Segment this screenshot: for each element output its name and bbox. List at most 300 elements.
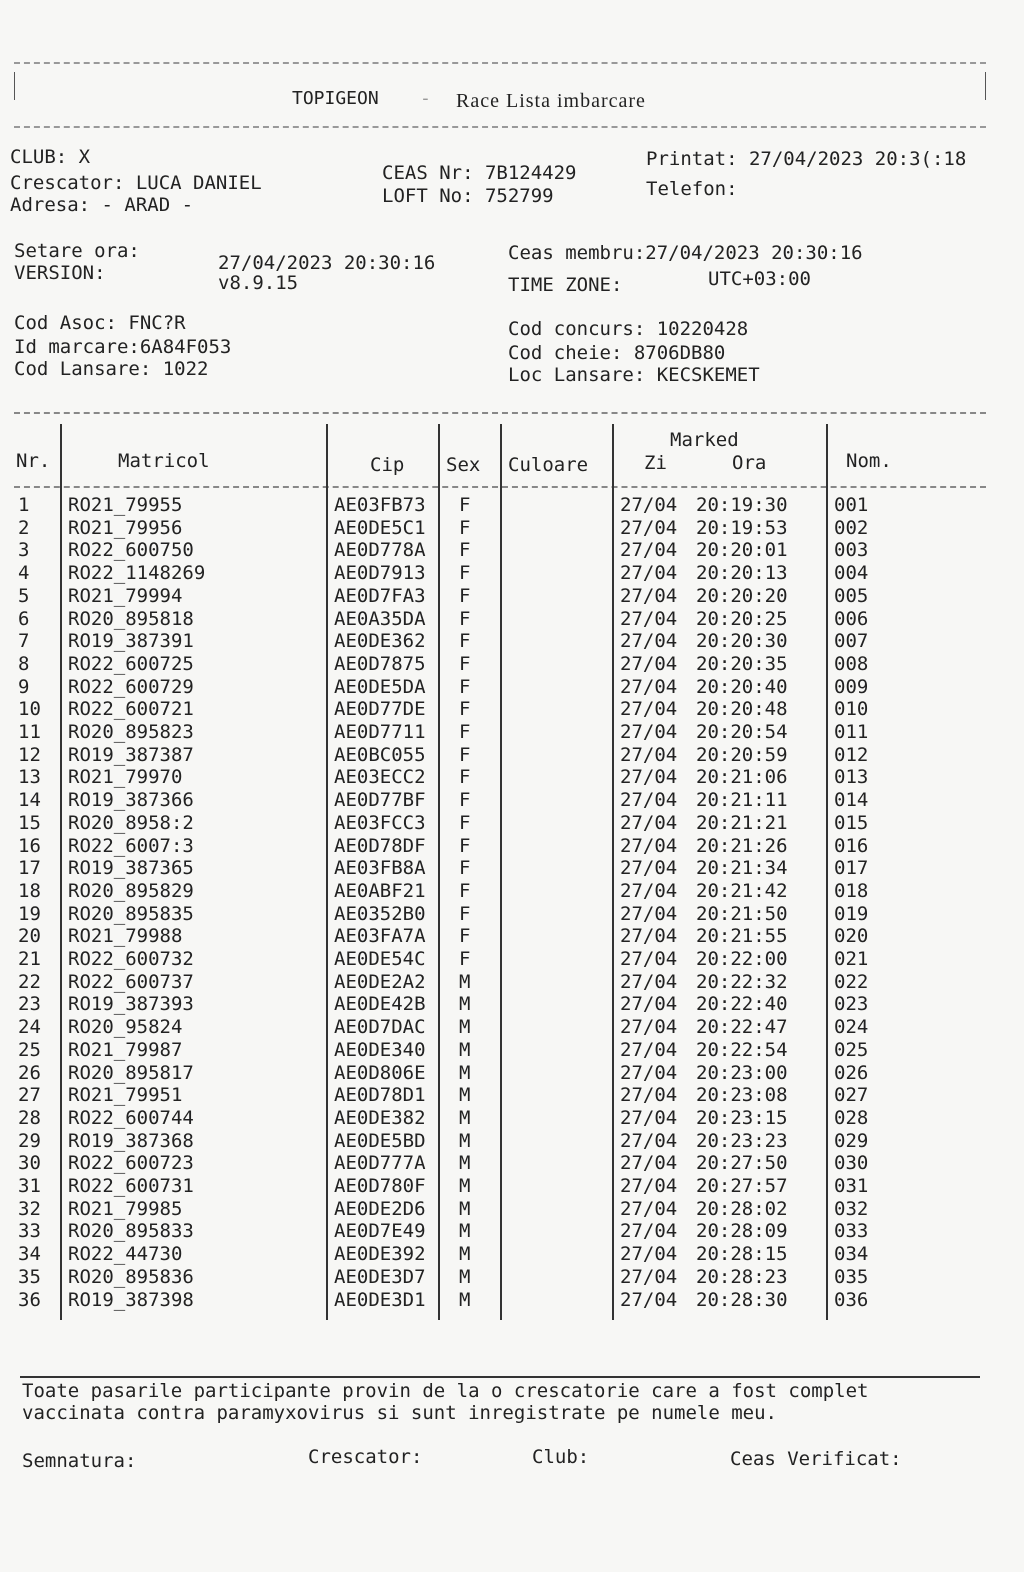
row-ora: 20:28:15 xyxy=(696,1243,788,1266)
row-cip: AE0D77DE xyxy=(334,698,426,721)
row-ora: 20:21:34 xyxy=(696,857,788,880)
row-sex: M xyxy=(459,970,471,993)
table-row xyxy=(14,1062,986,1085)
row-cip: AE0D780F xyxy=(334,1175,426,1197)
row-ora: 20:20:13 xyxy=(696,562,788,585)
row-zi: 27/04 xyxy=(620,1084,678,1107)
row-zi: 27/04 xyxy=(620,675,678,698)
row-cip: AE03FB8A xyxy=(334,857,426,880)
row-nom: 013 xyxy=(834,766,869,789)
row-ora: 20:27:57 xyxy=(696,1175,788,1197)
table-row xyxy=(14,1220,986,1243)
row-nom: 005 xyxy=(834,584,869,607)
row-zi: 27/04 xyxy=(620,1197,678,1220)
row-zi: 27/04 xyxy=(620,1061,678,1084)
row-nom: 012 xyxy=(834,743,869,766)
cod-asoc-label: Cod Asoc: FNC?R xyxy=(14,312,186,334)
table-row xyxy=(14,494,986,517)
row-zi: 27/04 xyxy=(620,743,678,766)
table-row xyxy=(14,539,986,562)
row-matricol: RO21_79985 xyxy=(68,1197,183,1220)
row-ora: 20:21:42 xyxy=(696,879,788,902)
row-zi: 27/04 xyxy=(620,1016,678,1039)
row-nr: 28 xyxy=(18,1106,41,1129)
row-nom: 003 xyxy=(834,539,869,562)
table-row xyxy=(14,925,986,948)
row-zi: 27/04 xyxy=(620,494,678,516)
footer-rule xyxy=(20,1376,980,1378)
row-matricol: RO20_895823 xyxy=(68,721,194,743)
row-zi: 27/04 xyxy=(620,539,678,562)
table-row xyxy=(14,562,986,585)
row-nom: 020 xyxy=(834,925,869,948)
row-nr: 14 xyxy=(18,789,41,812)
row-matricol: RO22_44730 xyxy=(68,1243,183,1266)
row-sex: F xyxy=(459,607,471,630)
row-nr: 8 xyxy=(18,652,30,675)
row-nr: 12 xyxy=(18,743,41,766)
row-nr: 15 xyxy=(18,811,41,834)
row-zi: 27/04 xyxy=(620,630,678,653)
row-sex: M xyxy=(459,1016,471,1039)
row-ora: 20:23:08 xyxy=(696,1084,788,1107)
row-nom: 029 xyxy=(834,1129,869,1152)
header-separator: - xyxy=(420,88,431,109)
table-row xyxy=(14,721,986,744)
table-row xyxy=(14,835,986,858)
row-cip: AE0DE362 xyxy=(334,630,426,653)
row-sex: F xyxy=(459,652,471,675)
row-sex: M xyxy=(459,1152,471,1175)
time-zone-label: TIME ZONE: xyxy=(508,274,623,296)
row-sex: F xyxy=(459,562,471,585)
row-nom: 014 xyxy=(834,789,869,812)
row-nom: 027 xyxy=(834,1084,869,1107)
row-ora: 20:22:40 xyxy=(696,993,788,1016)
semnatura-label: Semnatura: xyxy=(22,1450,137,1472)
row-sex: F xyxy=(459,789,471,812)
row-cip: AE0DE392 xyxy=(334,1243,426,1266)
row-ora: 20:28:30 xyxy=(696,1288,788,1311)
row-nr: 3 xyxy=(18,539,30,562)
row-sex: F xyxy=(459,584,471,607)
row-matricol: RO22_600731 xyxy=(68,1175,194,1197)
row-zi: 27/04 xyxy=(620,857,678,880)
row-nr: 23 xyxy=(18,993,41,1016)
table-row xyxy=(14,948,986,971)
crescator-label: Crescator: LUCA DANIEL xyxy=(10,172,262,194)
row-cip: AE0DE382 xyxy=(334,1106,426,1129)
row-cip: AE03FCC3 xyxy=(334,811,426,834)
cod-concurs-label: Cod concurs: 10220428 xyxy=(508,318,749,340)
row-sex: F xyxy=(459,516,471,539)
row-cip: AE0D7875 xyxy=(334,652,426,675)
row-matricol: RO22_600732 xyxy=(68,948,194,970)
row-nr: 36 xyxy=(18,1288,41,1311)
row-cip: AE03FB73 xyxy=(334,494,426,516)
row-nom: 019 xyxy=(834,902,869,925)
row-nom: 024 xyxy=(834,1016,869,1039)
cod-cheie-label: Cod cheie: 8706DB80 xyxy=(508,342,726,364)
row-nr: 22 xyxy=(18,970,41,993)
row-cip: AE0A35DA xyxy=(334,607,426,630)
row-sex: M xyxy=(459,1084,471,1107)
row-cip: AE0D7FA3 xyxy=(334,584,426,607)
row-cip: AE0DE5C1 xyxy=(334,516,426,539)
club-label: CLUB: X xyxy=(10,146,91,168)
row-zi: 27/04 xyxy=(620,1243,678,1266)
row-nom: 032 xyxy=(834,1197,869,1220)
row-matricol: RO21_79951 xyxy=(68,1084,183,1107)
row-matricol: RO20_895818 xyxy=(68,607,194,630)
row-cip: AE0DE5BD xyxy=(334,1129,426,1152)
row-nr: 30 xyxy=(18,1152,41,1175)
ceas-membru-label: Ceas membru:27/04/2023 20:30:16 xyxy=(508,242,863,264)
row-ora: 20:20:20 xyxy=(696,584,788,607)
row-nom: 008 xyxy=(834,652,869,675)
row-matricol: RO21_79956 xyxy=(68,516,183,539)
header-marked: Marked xyxy=(670,429,739,451)
row-nr: 20 xyxy=(18,925,41,948)
row-sex: F xyxy=(459,721,471,743)
row-matricol: RO22_600737 xyxy=(68,970,194,993)
row-nr: 35 xyxy=(18,1265,41,1288)
row-sex: M xyxy=(459,1061,471,1084)
row-ora: 20:22:54 xyxy=(696,1038,788,1061)
row-sex: M xyxy=(459,1106,471,1129)
row-matricol: RO21_79994 xyxy=(68,584,183,607)
table-row xyxy=(14,812,986,835)
row-zi: 27/04 xyxy=(620,879,678,902)
row-nr: 10 xyxy=(18,698,41,721)
table-row xyxy=(14,1039,986,1062)
row-matricol: RO20_895833 xyxy=(68,1220,194,1243)
club-signature-label: Club: xyxy=(532,1446,590,1468)
table-row xyxy=(14,698,986,721)
row-ora: 20:28:09 xyxy=(696,1220,788,1243)
row-nom: 010 xyxy=(834,698,869,721)
id-marcare-label: Id marcare:6A84F053 xyxy=(14,336,232,358)
row-ora: 20:22:00 xyxy=(696,948,788,970)
row-nr: 7 xyxy=(18,630,30,653)
row-nr: 9 xyxy=(18,675,30,698)
row-ora: 20:23:15 xyxy=(696,1106,788,1129)
row-cip: AE0DE54C xyxy=(334,948,426,970)
row-sex: M xyxy=(459,1197,471,1220)
row-nom: 009 xyxy=(834,675,869,698)
row-ora: 20:20:54 xyxy=(696,721,788,743)
header-culoare: Culoare xyxy=(508,454,589,476)
table-row xyxy=(14,517,986,540)
row-ora: 20:23:00 xyxy=(696,1061,788,1084)
setare-ora-label: Setare ora: xyxy=(14,240,140,262)
table-row xyxy=(14,880,986,903)
row-nr: 4 xyxy=(18,562,30,585)
row-zi: 27/04 xyxy=(620,652,678,675)
row-ora: 20:20:59 xyxy=(696,743,788,766)
row-nom: 004 xyxy=(834,562,869,585)
row-cip: AE0D7E49 xyxy=(334,1220,426,1243)
row-cip: AE0D777A xyxy=(334,1152,426,1175)
row-cip: AE0D7DAC xyxy=(334,1016,426,1039)
row-nom: 033 xyxy=(834,1220,869,1243)
ceas-nr-label: CEAS Nr: 7B124429 xyxy=(382,162,577,184)
row-nom: 021 xyxy=(834,948,869,970)
row-cip: AE0D778A xyxy=(334,539,426,562)
cod-lansare-label: Cod Lansare: 1022 xyxy=(14,358,209,380)
row-nr: 17 xyxy=(18,857,41,880)
row-sex: M xyxy=(459,993,471,1016)
row-sex: M xyxy=(459,1243,471,1266)
row-sex: M xyxy=(459,1129,471,1152)
row-nom: 006 xyxy=(834,607,869,630)
row-ora: 20:22:47 xyxy=(696,1016,788,1039)
row-nom: 015 xyxy=(834,811,869,834)
table-row xyxy=(14,653,986,676)
loft-no-label: LOFT No: 752799 xyxy=(382,185,554,207)
row-zi: 27/04 xyxy=(620,811,678,834)
row-nom: 035 xyxy=(834,1265,869,1288)
row-nom: 031 xyxy=(834,1175,869,1197)
row-matricol: RO19_387366 xyxy=(68,789,194,812)
row-cip: AE0DE340 xyxy=(334,1038,426,1061)
row-ora: 20:20:30 xyxy=(696,630,788,653)
header-nr: Nr. xyxy=(16,450,51,472)
row-zi: 27/04 xyxy=(620,993,678,1016)
row-matricol: RO22_6007:3 xyxy=(68,834,194,857)
row-cip: AE0DE2D6 xyxy=(334,1197,426,1220)
row-sex: F xyxy=(459,766,471,789)
row-nr: 19 xyxy=(18,902,41,925)
row-zi: 27/04 xyxy=(620,1038,678,1061)
row-ora: 20:20:40 xyxy=(696,675,788,698)
statement-line-2: vaccinata contra paramyxovirus si sunt inregistrate pe numele meu. xyxy=(22,1402,777,1424)
pigeon-table xyxy=(14,400,986,1320)
time-zone-value: UTC+03:00 xyxy=(708,268,811,290)
row-matricol: RO21_79970 xyxy=(68,766,183,789)
header-right-bar xyxy=(985,72,986,100)
row-cip: AE0352B0 xyxy=(334,902,426,925)
version-value: v8.9.15 xyxy=(218,272,299,294)
table-row xyxy=(14,1130,986,1153)
table-row xyxy=(14,1289,986,1312)
row-cip: AE0D78D1 xyxy=(334,1084,426,1107)
header-zi: Zi xyxy=(644,452,667,474)
row-matricol: RO21_79987 xyxy=(68,1038,183,1061)
row-ora: 20:21:26 xyxy=(696,834,788,857)
row-zi: 27/04 xyxy=(620,721,678,743)
row-sex: F xyxy=(459,948,471,970)
row-ora: 20:20:35 xyxy=(696,652,788,675)
row-nom: 022 xyxy=(834,970,869,993)
row-ora: 20:19:53 xyxy=(696,516,788,539)
row-sex: F xyxy=(459,834,471,857)
row-matricol: RO19_387365 xyxy=(68,857,194,880)
row-nr: 5 xyxy=(18,584,30,607)
row-cip: AE0DE3D1 xyxy=(334,1288,426,1311)
table-row xyxy=(14,1016,986,1039)
row-ora: 20:19:30 xyxy=(696,494,788,516)
row-nom: 001 xyxy=(834,494,869,516)
row-sex: F xyxy=(459,494,471,516)
row-nr: 32 xyxy=(18,1197,41,1220)
row-matricol: RO19_387398 xyxy=(68,1288,194,1311)
row-zi: 27/04 xyxy=(620,925,678,948)
row-zi: 27/04 xyxy=(620,970,678,993)
row-nr: 21 xyxy=(18,948,41,970)
row-zi: 27/04 xyxy=(620,902,678,925)
row-sex: F xyxy=(459,698,471,721)
row-ora: 20:28:02 xyxy=(696,1197,788,1220)
header-ora: Ora xyxy=(732,452,767,474)
row-cip: AE0D806E xyxy=(334,1061,426,1084)
row-matricol: RO20_895836 xyxy=(68,1265,194,1288)
row-zi: 27/04 xyxy=(620,607,678,630)
table-row xyxy=(14,585,986,608)
row-zi: 27/04 xyxy=(620,948,678,970)
crescator-signature-label: Crescator: xyxy=(308,1446,423,1468)
table-row xyxy=(14,789,986,812)
row-nom: 007 xyxy=(834,630,869,653)
adresa-label: Adresa: - ARAD - xyxy=(10,194,194,216)
row-sex: F xyxy=(459,675,471,698)
printat-label: Printat: 27/04/2023 20:3(:18 xyxy=(646,148,967,170)
row-zi: 27/04 xyxy=(620,1152,678,1175)
table-row xyxy=(14,676,986,699)
row-sex: M xyxy=(459,1175,471,1197)
row-sex: F xyxy=(459,857,471,880)
row-nr: 27 xyxy=(18,1084,41,1107)
row-nr: 18 xyxy=(18,879,41,902)
row-cip: AE0D7711 xyxy=(334,721,426,743)
row-nr: 2 xyxy=(18,516,30,539)
row-nr: 25 xyxy=(18,1038,41,1061)
row-matricol: RO21_79955 xyxy=(68,494,183,516)
row-cip: AE0D77BF xyxy=(334,789,426,812)
row-ora: 20:21:21 xyxy=(696,811,788,834)
table-row xyxy=(14,1198,986,1221)
row-matricol: RO19_387393 xyxy=(68,993,194,1016)
table-row xyxy=(14,1243,986,1266)
row-matricol: RO19_387387 xyxy=(68,743,194,766)
row-sex: F xyxy=(459,879,471,902)
row-zi: 27/04 xyxy=(620,1220,678,1243)
row-nom: 002 xyxy=(834,516,869,539)
row-nr: 26 xyxy=(18,1061,41,1084)
row-ora: 20:21:06 xyxy=(696,766,788,789)
table-row xyxy=(14,971,986,994)
row-matricol: RO22_600729 xyxy=(68,675,194,698)
row-zi: 27/04 xyxy=(620,834,678,857)
row-nr: 24 xyxy=(18,1016,41,1039)
row-nom: 011 xyxy=(834,721,869,743)
row-ora: 20:21:11 xyxy=(696,789,788,812)
row-matricol: RO20_895817 xyxy=(68,1061,194,1084)
table-row xyxy=(14,993,986,1016)
row-ora: 20:23:23 xyxy=(696,1129,788,1152)
row-sex: F xyxy=(459,902,471,925)
row-nom: 034 xyxy=(834,1243,869,1266)
row-matricol: RO19_387391 xyxy=(68,630,194,653)
row-ora: 20:22:32 xyxy=(696,970,788,993)
ceas-verificat-label: Ceas Verificat: xyxy=(730,1448,902,1470)
row-nom: 023 xyxy=(834,993,869,1016)
row-sex: M xyxy=(459,1220,471,1243)
header-left-bar xyxy=(14,72,15,100)
row-nr: 33 xyxy=(18,1220,41,1243)
table-row xyxy=(14,608,986,631)
row-matricol: RO19_387368 xyxy=(68,1129,194,1152)
row-sex: M xyxy=(459,1038,471,1061)
row-cip: AE0ABF21 xyxy=(334,879,426,902)
row-zi: 27/04 xyxy=(620,516,678,539)
row-nr: 34 xyxy=(18,1243,41,1266)
row-nom: 017 xyxy=(834,857,869,880)
row-zi: 27/04 xyxy=(620,1265,678,1288)
row-nom: 030 xyxy=(834,1152,869,1175)
header-nom: Nom. xyxy=(846,450,892,472)
row-sex: F xyxy=(459,925,471,948)
row-cip: AE0D78DF xyxy=(334,834,426,857)
row-zi: 27/04 xyxy=(620,766,678,789)
row-matricol: RO22_600725 xyxy=(68,652,194,675)
row-matricol: RO20_895835 xyxy=(68,902,194,925)
row-cip: AE0DE2A2 xyxy=(334,970,426,993)
row-ora: 20:20:25 xyxy=(696,607,788,630)
table-top-rule xyxy=(14,412,986,414)
row-matricol: RO20_95824 xyxy=(68,1016,183,1039)
table-row xyxy=(14,1084,986,1107)
row-nom: 036 xyxy=(834,1288,869,1311)
row-ora: 20:21:50 xyxy=(696,902,788,925)
table-row xyxy=(14,630,986,653)
table-row xyxy=(14,1266,986,1289)
row-zi: 27/04 xyxy=(620,698,678,721)
row-ora: 20:20:48 xyxy=(696,698,788,721)
row-zi: 27/04 xyxy=(620,1288,678,1311)
row-zi: 27/04 xyxy=(620,1129,678,1152)
row-cip: AE0D7913 xyxy=(334,562,426,585)
row-ora: 20:28:23 xyxy=(696,1265,788,1288)
row-matricol: RO20_8958:2 xyxy=(68,811,194,834)
row-nr: 29 xyxy=(18,1129,41,1152)
row-matricol: RO22_600721 xyxy=(68,698,194,721)
table-row xyxy=(14,857,986,880)
statement-line-1: Toate pasarile participante provin de la o crescatorie care a fost complet xyxy=(22,1380,869,1402)
row-nom: 028 xyxy=(834,1106,869,1129)
row-sex: F xyxy=(459,811,471,834)
row-zi: 27/04 xyxy=(620,1175,678,1197)
row-matricol: RO22_1148269 xyxy=(68,562,206,585)
row-cip: AE0BC055 xyxy=(334,743,426,766)
row-nom: 018 xyxy=(834,879,869,902)
row-zi: 27/04 xyxy=(620,584,678,607)
table-row xyxy=(14,1175,986,1198)
report-title: Race Lista imbarcare xyxy=(456,90,646,112)
header-cip: Cip xyxy=(370,454,405,476)
table-row xyxy=(14,766,986,789)
telefon-label: Telefon: xyxy=(646,178,738,200)
table-row xyxy=(14,1107,986,1130)
row-sex: M xyxy=(459,1265,471,1288)
row-ora: 20:20:01 xyxy=(696,539,788,562)
row-cip: AE0DE3D7 xyxy=(334,1265,426,1288)
row-ora: 20:21:55 xyxy=(696,925,788,948)
table-row xyxy=(14,903,986,926)
version-label: VERSION: xyxy=(14,262,106,284)
row-nr: 1 xyxy=(18,494,30,516)
row-zi: 27/04 xyxy=(620,1106,678,1129)
